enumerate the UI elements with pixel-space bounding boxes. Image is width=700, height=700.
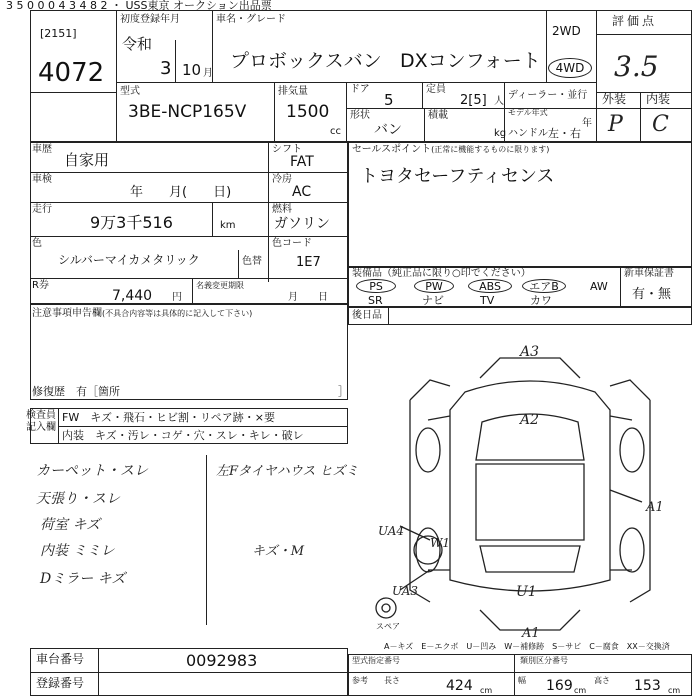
hand-mid-1: 左Fタイヤハウス ヒズミ [216,464,359,479]
shift-value: FAT [290,154,314,170]
ext-value: P [608,112,623,137]
damage-legend: A－キズ E－エクボ U－凹み W－補修跡 S－サビ C－腐食 XX－交換済 [384,642,670,651]
height-label: 高さ [594,676,610,685]
repair-end: ］ [338,385,349,398]
capacity-value: 2[5] [460,93,487,108]
fuel-value: ガソリン [274,216,330,232]
hand-mid-2: キズ・M [252,544,305,559]
usage-value: 自家用 [64,151,110,169]
height-value: 153 [634,678,661,694]
dealer-label: ディーラー・並行 [508,90,588,101]
notes-label [32,308,252,319]
dmg-ua3: UA3 [392,584,419,598]
notes-sub: (不具合内容等は具体的に記入して下さい) [102,309,253,318]
handle-value: 左・右 [548,127,581,140]
rating-score: 3.5 [614,50,659,83]
recycle-value: 7,440 [112,288,153,304]
equip-airbag: エアB [529,280,559,293]
disp-label: 排気量 [278,86,308,97]
fuel-label: 燃料 [272,204,292,215]
dmg-a2: A2 [520,412,540,428]
hand-left-2: 天張り・スレ [36,491,120,507]
drive-4wd: 4WD [555,61,585,75]
equip-abs-circle [468,279,512,293]
color-change-label: 色替 [242,256,262,267]
month-unit: 月 [203,68,213,79]
dims-ref: 参考 [352,676,368,685]
year-label: 初度登録年月 [120,14,180,25]
new-warranty-value: 有・無 [632,287,672,302]
color-code-label: 色コード [272,238,312,249]
sales-sub: (正常に機能するものに限ります) [431,145,550,154]
sales-label [352,144,549,155]
color-code: 1E7 [296,255,321,270]
new-warranty-label: 新車保証書 [624,268,674,279]
doors-label: ドア [350,84,370,95]
dmg-a1-right: A1 [646,500,664,515]
int-label: 内装 [646,92,671,106]
mileage-label: 走行 [32,204,52,215]
doors-value: 5 [384,91,394,109]
reg-label: 登録番号 [36,676,85,690]
month-value: 10 [182,61,202,79]
chassis-value: 0092983 [186,651,258,670]
rear-label: 後日品 [352,310,382,321]
disp-value: 1500 [286,102,330,122]
equip-sr: SR [368,294,383,307]
color-value: シルバーマイカメタリック [58,253,200,267]
disp-unit: cc [330,126,341,137]
type-value: 3BE-NCP165V [128,102,247,122]
chassis-label: 車台番号 [36,652,85,666]
equip-aw: AW [590,280,608,293]
ac-label: 冷房 [272,174,292,185]
dims-title-b: 類別区分番号 [520,656,568,665]
recycle-unit: 円 [172,292,182,303]
hand-left-1: カーペット・スレ [36,463,148,479]
inspector-row2: 内装 キズ・汚レ・コゲ・穴・スレ・キレ・破レ [62,429,304,442]
dmg-w1: W1 [430,536,450,550]
length-value: 424 [446,678,473,694]
width-unit: cm [574,686,587,695]
hand-left-5: Dミラー キズ [40,571,126,587]
sales-text: トヨタセーフティセンス [360,166,555,187]
length-unit: cm [480,686,493,695]
capacity-label: 定員 [426,84,446,95]
notes-label-text: 注意事項申告欄 [32,308,102,319]
drive-2wd: 2WD [552,24,581,38]
mileage-value: 9万3千516 [90,213,173,232]
hand-left-4: 内装 ミミレ [40,543,115,559]
top-strip: 3 5 0 0 0 4 3 4 8 2 ・ USS東京 オークション出品票 [6,0,272,12]
year-era: 令和 [122,35,153,53]
inspection-label: 車検 [32,174,52,185]
shape-label: 形状 [350,110,370,121]
mileage-unit: km [220,220,236,231]
equip-pw: PW [425,280,443,293]
type-label: 型式 [120,86,140,97]
equip-abs: ABS [479,280,501,293]
equipment-label: 装備品（純正品に限り○印でください） [352,268,531,279]
sales-frame [348,142,692,267]
lot-number: 4072 [38,58,105,88]
shape-value: バン [374,122,402,138]
header-frame [30,10,692,142]
equip-pw-circle [414,279,454,293]
car-name: プロボックスバン [230,50,382,72]
equip-airbag-circle [522,279,566,293]
height-unit: cm [668,686,681,695]
drive-4wd-circle [548,58,592,78]
ac-value: AC [292,184,312,200]
load-label: 積載 [428,110,448,121]
repair-label: 修復歴 有［箇所 [32,385,120,398]
inspection-value: 年 月( 日) [130,185,232,200]
model-year-label: モデル年式 [508,108,548,117]
equip-tv: TV [480,294,495,307]
model-year-unit: 年 [582,118,592,129]
color-label: 色 [32,238,42,249]
inspector-label: 検査員記入欄 [26,410,56,433]
equip-leather: カワ [530,294,552,307]
ext-label: 外装 [602,92,627,106]
dims-title-a: 型式指定番号 [352,656,400,665]
spare-label: スペア [376,622,400,631]
rear-frame [348,307,692,325]
load-unit: kg [494,128,507,139]
int-value: C [652,112,669,137]
shift-label: シフト [272,144,302,155]
rating-label: 評価点 [612,14,658,28]
year-value: 3 [160,58,172,79]
grade-name: DXコンフォート [400,50,541,72]
dmg-a3: A3 [520,344,540,360]
lot-sub: [2151] [40,27,77,40]
width-value: 169 [546,678,573,694]
dmg-u1: U1 [516,584,537,600]
sales-label-text: セールスポイント [352,144,432,155]
inspector-row1: FW キズ・飛石・ヒビ割・リペア跡・×要 [62,411,275,424]
equip-ps: PS [369,280,383,293]
dmg-ua4: UA4 [378,524,405,538]
width-label: 幅 [518,676,526,685]
model-name-label: 車名・グレード [216,14,286,25]
tax-value: 月 日 [288,292,328,303]
hand-left-3: 荷室 キズ [40,517,101,533]
recycle-label: R券 [32,280,49,291]
lot-box [32,12,116,92]
dmg-a1-bottom: A1 [522,626,540,641]
equip-ps-circle [356,279,396,293]
length-label: 長さ [384,676,400,685]
tax-label: 名義変更期限 [196,281,244,290]
handle-label: ハンドル [508,128,548,139]
capacity-unit: 人 [494,96,504,107]
equip-navi: ナビ [422,294,444,307]
usage-label: 車歴 [32,144,52,155]
